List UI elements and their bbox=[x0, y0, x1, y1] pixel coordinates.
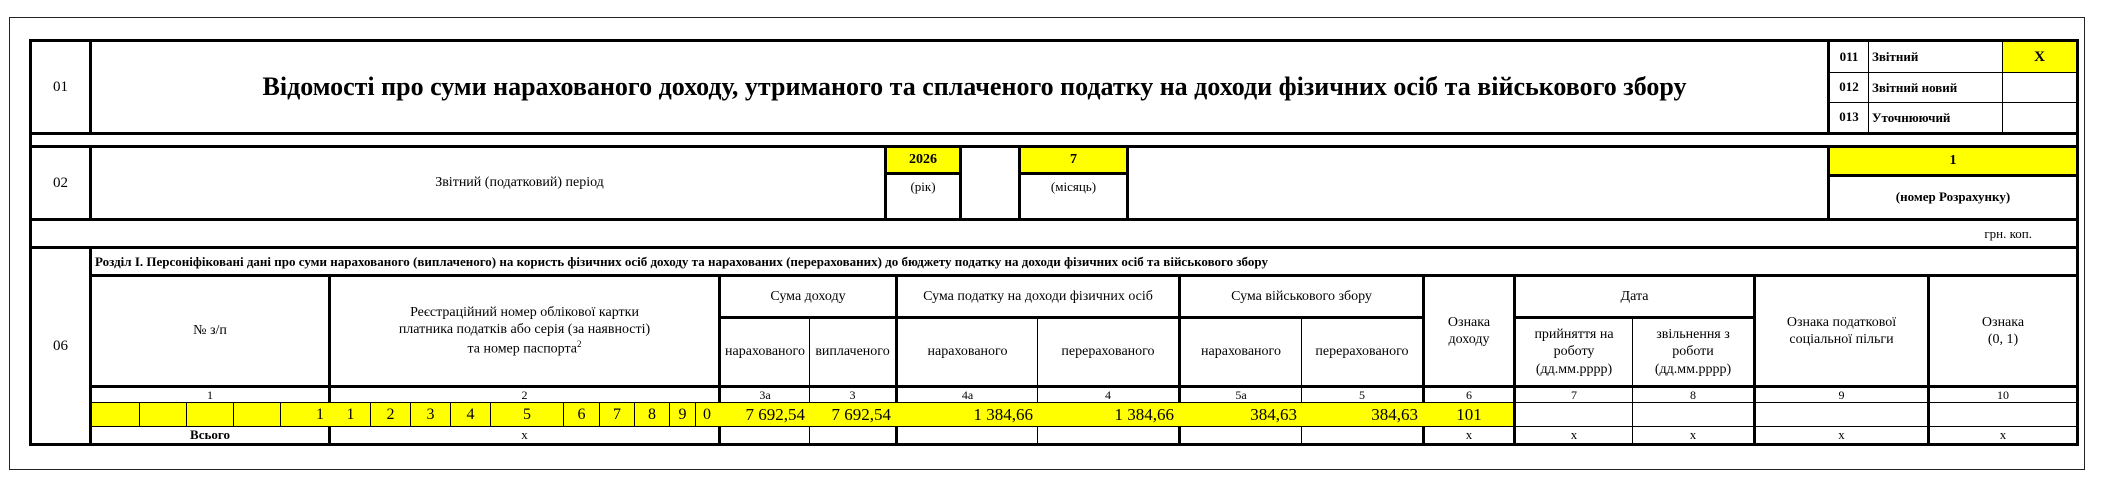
col-income-header: Сума доходу bbox=[770, 288, 846, 304]
income-accrued[interactable]: 7 692,54 bbox=[745, 404, 805, 424]
col-7-header-line: (дд.мм.рррр) bbox=[1535, 361, 1613, 377]
row-code-06: 06 bbox=[53, 337, 68, 354]
col-number: 1 bbox=[207, 387, 213, 402]
col-7-header-line: прийняття на bbox=[1534, 326, 1614, 342]
col-number: 4 bbox=[1105, 387, 1111, 402]
col-4a-header: нарахованого bbox=[927, 344, 1008, 360]
reg-digit[interactable]: 9 bbox=[678, 405, 687, 423]
col-3a-header: нарахованого bbox=[725, 344, 805, 360]
col-8-header-line: роботи bbox=[1672, 344, 1714, 360]
doc-type-mark[interactable] bbox=[2003, 73, 2076, 102]
period-label: Звітний (податковий) період bbox=[435, 175, 604, 191]
currency-note: грн. коп. bbox=[1984, 225, 2032, 241]
col-number: 5 bbox=[1359, 387, 1365, 402]
col-number: 4а bbox=[961, 387, 974, 402]
doc-type-label: Уточнюючий bbox=[1872, 109, 1951, 125]
reg-digit[interactable]: 2 bbox=[386, 405, 395, 423]
doc-type-code: 013 bbox=[1839, 109, 1859, 125]
mil-accrued[interactable]: 384,63 bbox=[1250, 404, 1297, 424]
reg-digit[interactable]: 1 bbox=[346, 405, 355, 423]
col-4-header: перерахованого bbox=[1061, 344, 1155, 360]
total-x: х bbox=[1999, 426, 2007, 442]
period-month[interactable]: 7 bbox=[1070, 152, 1077, 168]
calc-number-caption: (номер Розрахунку) bbox=[1895, 189, 2011, 205]
total-x: х bbox=[1838, 426, 1845, 442]
row-code-02: 02 bbox=[53, 174, 68, 191]
col-mil-header: Сума військового збору bbox=[1231, 288, 1372, 304]
calc-number[interactable]: 1 bbox=[1949, 153, 1957, 169]
reg-digit[interactable]: 4 bbox=[466, 405, 475, 423]
income-sign[interactable]: 101 bbox=[1456, 404, 1482, 424]
pit-transferred[interactable]: 1 384,66 bbox=[1114, 404, 1174, 424]
total-x: х bbox=[521, 426, 528, 442]
col-reg-header-line: та номер паспорта bbox=[467, 341, 578, 357]
col-pit-header: Сума податку на доходи фізичних осіб bbox=[923, 288, 1153, 304]
reg-digit[interactable]: 6 bbox=[577, 405, 586, 423]
col-number: 5а bbox=[1235, 387, 1247, 402]
period-month-caption: (місяць) bbox=[1050, 178, 1097, 194]
col-5a-header: нарахованого bbox=[1201, 344, 1281, 360]
total-x: х bbox=[1689, 426, 1697, 442]
doc-type-code: 012 bbox=[1839, 79, 1859, 95]
num-cell[interactable] bbox=[187, 403, 233, 426]
col-10-header-line: (0, 1) bbox=[1987, 332, 2019, 347]
reg-digit[interactable]: 0 bbox=[703, 405, 711, 423]
col-7-header bbox=[1516, 319, 1632, 385]
divider bbox=[32, 132, 2076, 135]
col-number: 8 bbox=[1690, 387, 1696, 402]
doc-type-mark[interactable] bbox=[2003, 103, 2076, 132]
total-x: х bbox=[1570, 426, 1578, 442]
col-9-header-line: Ознака податкової bbox=[1786, 314, 1897, 330]
col-reg-header bbox=[331, 277, 718, 385]
col-8-header-line: звільнення з bbox=[1656, 326, 1730, 342]
col-reg-header-line: Реєстраційний номер облікової картки bbox=[410, 304, 639, 320]
reg-digit[interactable]: 3 bbox=[426, 405, 435, 423]
income-paid[interactable]: 7 692,54 bbox=[831, 404, 891, 424]
form-title: Відомості про суми нарахованого доходу, утриманого та сплаченого податку на доходи фізичних осіб та військового збору bbox=[262, 71, 1687, 101]
num-cell[interactable] bbox=[92, 403, 139, 426]
col-8-header bbox=[1633, 319, 1753, 385]
col-date-header: Дата bbox=[1620, 288, 1649, 304]
footnote-mark: 2 bbox=[577, 338, 582, 349]
doc-type-label: Звітний новий bbox=[1872, 79, 1958, 95]
col-number: 3а bbox=[759, 387, 771, 402]
total-label: Всього bbox=[190, 426, 230, 442]
doc-type-code: 011 bbox=[1839, 48, 1859, 64]
col-7-header-line: роботу bbox=[1553, 344, 1595, 360]
col-9-header-line: соціальної пільги bbox=[1789, 332, 1894, 347]
period-year-caption: (рік) bbox=[910, 178, 936, 194]
section-title: Розділ І. Персоніфіковані дані про суми нарахованого (виплаченого) на користь фізичних осіб доходу та нарахованих (перерахованих) до бюджету податку на доходи фізичних осіб та військового збору bbox=[95, 253, 1268, 269]
num-cell[interactable]: 1 bbox=[316, 405, 324, 423]
pit-accrued[interactable]: 1 384,66 bbox=[973, 404, 1033, 424]
row-code-01: 01 bbox=[53, 78, 68, 95]
col-10-header-line: Ознака bbox=[1981, 314, 2025, 330]
col-number: 3 bbox=[849, 387, 856, 402]
col-6-header-line: Ознака bbox=[1447, 314, 1491, 330]
col-num-header: № з/п bbox=[193, 323, 227, 339]
col-9-header bbox=[1756, 277, 1927, 385]
mil-transferred[interactable]: 384,63 bbox=[1371, 404, 1418, 424]
num-cell[interactable] bbox=[140, 403, 186, 426]
doc-type-mark[interactable]: Х bbox=[2034, 48, 2045, 65]
reg-digit[interactable]: 7 bbox=[613, 405, 621, 423]
col-10-header bbox=[1930, 277, 2076, 385]
col-number: 6 bbox=[1466, 387, 1472, 402]
col-number: 10 bbox=[1997, 387, 2009, 402]
col-reg-header-line: платника податків або серія (за наявності) bbox=[398, 322, 651, 338]
total-x: х bbox=[1465, 426, 1473, 442]
period-year[interactable]: 2026 bbox=[909, 152, 937, 168]
col-number: 9 bbox=[1838, 387, 1845, 402]
reg-digit[interactable]: 5 bbox=[523, 405, 531, 423]
num-cell[interactable] bbox=[234, 403, 280, 426]
report-form bbox=[29, 39, 2079, 446]
col-6-header bbox=[1425, 277, 1513, 385]
col-number: 7 bbox=[1571, 387, 1577, 402]
reg-digit[interactable]: 8 bbox=[648, 405, 656, 423]
col-number: 2 bbox=[521, 387, 528, 402]
col-6-header-line: доходу bbox=[1448, 332, 1490, 347]
doc-type-label: Звітний bbox=[1872, 49, 1919, 64]
col-5-header: перерахованого bbox=[1315, 344, 1409, 360]
col-3-header: виплаченого bbox=[815, 344, 890, 360]
col-8-header-line: (дд.мм.рррр) bbox=[1654, 361, 1732, 377]
